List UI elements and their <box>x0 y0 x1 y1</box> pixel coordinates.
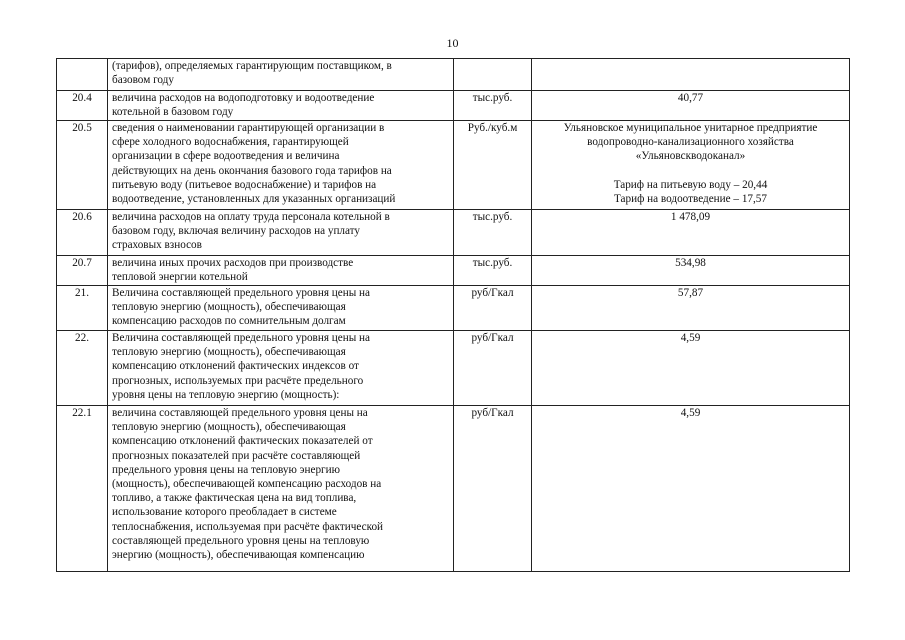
row-number: 21. <box>57 286 108 331</box>
row-value: 4,59 <box>532 331 850 406</box>
table-row <box>57 256 850 286</box>
row-value <box>532 59 850 91</box>
row-unit: тыс.руб. <box>454 256 532 286</box>
row-description: величина расходов на водоподготовку и водоотведение котельной в базовом году <box>108 91 454 121</box>
table-row <box>57 210 850 256</box>
row-number: 20.7 <box>57 256 108 286</box>
table-row <box>57 406 850 572</box>
row-description: величина расходов на оплату труда персонала котельной в базовом году, включая величину расходов на уплату страховых взносов <box>108 210 454 256</box>
row-description: величина составляющей предельного уровня цены на тепловую энергию (мощность), обеспечивающая компенсацию отклонений фактических показателей от прогнозных показателей при расчёте составляющей предельного уровня цены на тепловую энергию (мощность), обеспечивающей компенсацию расходов на топливо, а также фактическая цена на вид топлива, использование которого преобладает в системе теплоснабжения, используемая при расчёте фактической составляющей предельного уровня цены на тепловую энергию (мощность), обеспечивающая компенсацию <box>108 406 454 572</box>
row-value: 57,87 <box>532 286 850 331</box>
table-row <box>57 59 850 91</box>
row-unit: тыс.руб. <box>454 91 532 121</box>
row-number: 20.5 <box>57 121 108 210</box>
row-description: величина иных прочих расходов при производстве тепловой энергии котельной <box>108 256 454 286</box>
row-description: Величина составляющей предельного уровня цены на тепловую энергию (мощность), обеспечивающая компенсацию отклонений фактических индексов от прогнозных, используемых при расчёте предельного уровня цены на тепловую энергию (мощность): <box>108 331 454 406</box>
row-value: Ульяновское муниципальное унитарное предприятие водопроводно-канализационного хозяйства «Ульяновскводоканал» Тариф на питьевую воду – 20,44 Тариф на водоотведение – 17,57 <box>532 121 850 210</box>
row-description: сведения о наименовании гарантирующей организации в сфере холодного водоснабжения, гарантирующей организации в сфере водоотведения и величина действующих на день окончания базового года тарифов на питьевую воду (питьевое водоснабжение) и тарифов на водоотведение, установленных для указанных организаций <box>108 121 454 210</box>
row-unit: руб/Гкал <box>454 331 532 406</box>
row-number: 20.4 <box>57 91 108 121</box>
table-row <box>57 91 850 121</box>
table-row <box>57 331 850 406</box>
row-value: 4,59 <box>532 406 850 572</box>
row-description: (тарифов), определяемых гарантирующим поставщиком, в базовом году <box>108 59 454 91</box>
row-unit: тыс.руб. <box>454 210 532 256</box>
table-row <box>57 121 850 210</box>
row-number <box>57 59 108 91</box>
row-unit <box>454 59 532 91</box>
row-unit: руб/Гкал <box>454 406 532 572</box>
row-number: 22.1 <box>57 406 108 572</box>
row-number: 22. <box>57 331 108 406</box>
row-description: Величина составляющей предельного уровня цены на тепловую энергию (мощность), обеспечивающая компенсацию расходов по сомнительным долгам <box>108 286 454 331</box>
page-number: 10 <box>446 36 459 50</box>
tariff-table <box>56 58 850 572</box>
row-number: 20.6 <box>57 210 108 256</box>
row-value: 40,77 <box>532 91 850 121</box>
row-value: 534,98 <box>532 256 850 286</box>
row-value: 1 478,09 <box>532 210 850 256</box>
row-unit: руб/Гкал <box>454 286 532 331</box>
table-row <box>57 286 850 331</box>
row-unit: Руб./куб.м <box>454 121 532 210</box>
